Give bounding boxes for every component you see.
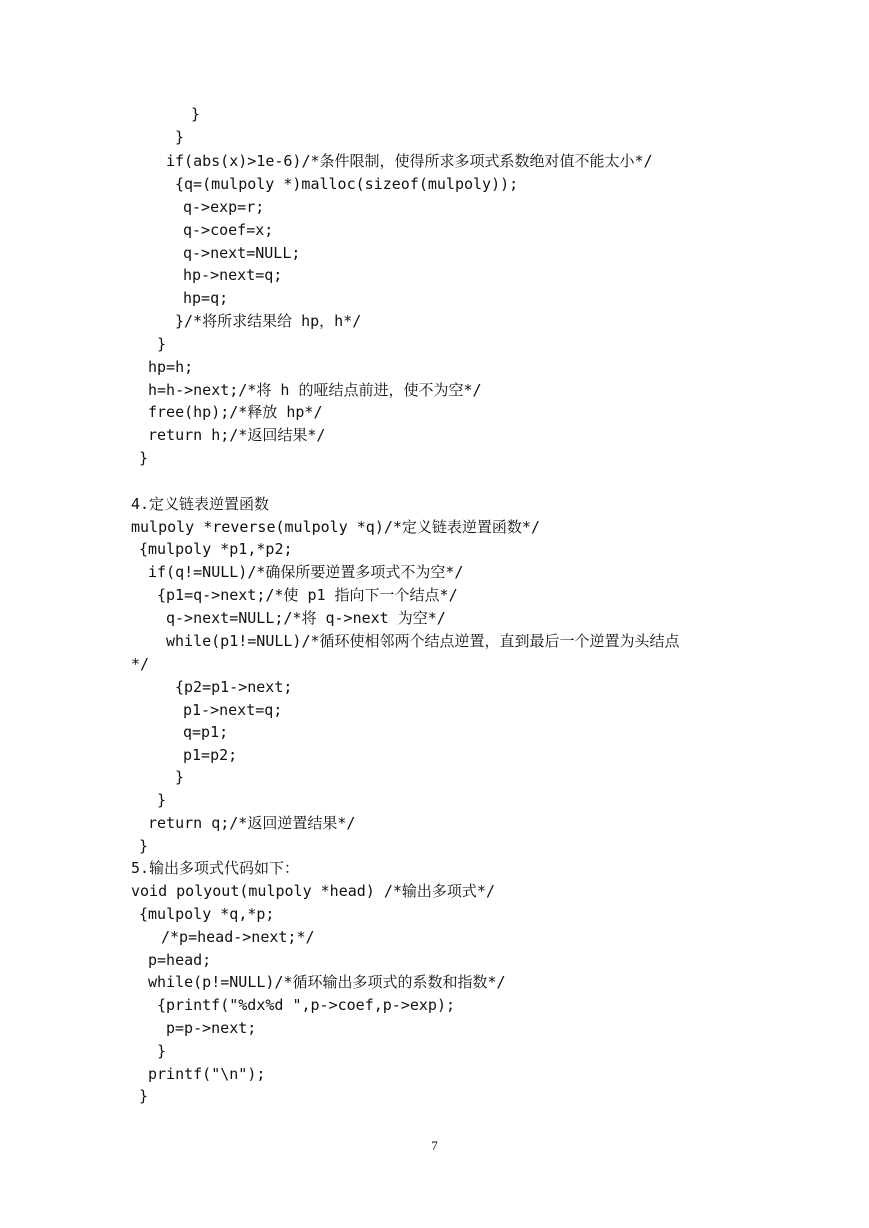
code-line: q->next=NULL; bbox=[183, 244, 301, 262]
code-line: }/*将所求结果给 hp，h*/ bbox=[175, 312, 362, 330]
code-line: q->coef=x; bbox=[183, 221, 274, 239]
code-line: } bbox=[175, 128, 185, 146]
code-line: q->next=NULL;/*将 q->next 为空*/ bbox=[166, 609, 446, 627]
code-line: */ bbox=[131, 655, 150, 673]
code-line: if(abs(x)>1e-6)/*条件限制，使得所求多项式系数绝对值不能太小*/ bbox=[166, 152, 653, 170]
code-line: } bbox=[191, 105, 201, 123]
code-line: /*p=head->next;*/ bbox=[161, 928, 315, 946]
code-line: } bbox=[175, 768, 185, 786]
code-line: p=p->next; bbox=[166, 1019, 257, 1037]
code-line: {p2=p1->next; bbox=[175, 678, 293, 696]
code-line: {mulpoly *q,*p; bbox=[139, 905, 275, 923]
code-line: if(q!=NULL)/*确保所要逆置多项式不为空*/ bbox=[148, 563, 464, 581]
code-line: p1=p2; bbox=[183, 746, 238, 764]
code-line: mulpoly *reverse(mulpoly *q)/*定义链表逆置函数*/ bbox=[131, 518, 540, 536]
code-line: q->exp=r; bbox=[183, 198, 265, 216]
code-line: printf("\n"); bbox=[148, 1065, 266, 1083]
section-heading: 5.输出多项式代码如下： bbox=[131, 859, 300, 877]
code-line: {q=(mulpoly *)malloc(sizeof(mulpoly)); bbox=[175, 175, 519, 193]
section-heading: 4.定义链表逆置函数 bbox=[131, 495, 270, 513]
code-line: hp=h; bbox=[148, 358, 194, 376]
code-line: } bbox=[139, 837, 149, 855]
code-line: p=head; bbox=[148, 951, 212, 969]
code-line: void polyout(mulpoly *head) /*输出多项式*/ bbox=[131, 882, 495, 900]
code-line: return h;/*返回结果*/ bbox=[148, 426, 326, 444]
code-line: return q;/*返回逆置结果*/ bbox=[148, 814, 356, 832]
code-line: } bbox=[157, 791, 167, 809]
code-line: hp->next=q; bbox=[183, 266, 283, 284]
code-line: while(p1!=NULL)/*循环使相邻两个结点逆置，直到最后一个逆置为头结点 bbox=[166, 632, 680, 650]
code-line: {p1=q->next;/*使 p1 指向下一个结点*/ bbox=[157, 586, 458, 604]
code-line: p1->next=q; bbox=[183, 701, 283, 719]
code-line: } bbox=[139, 449, 149, 467]
code-line: } bbox=[157, 335, 167, 353]
code-line: } bbox=[139, 1087, 149, 1105]
code-line: h=h->next;/*将 h 的哑结点前进，使不为空*/ bbox=[148, 381, 482, 399]
page-number: 7 bbox=[431, 1138, 438, 1153]
code-line: q=p1; bbox=[183, 723, 229, 741]
code-line: {printf("%dx%d ",p->coef,p->exp); bbox=[157, 996, 456, 1014]
code-line: while(p!=NULL)/*循环输出多项式的系数和指数*/ bbox=[148, 973, 506, 991]
code-line: {mulpoly *p1,*p2; bbox=[139, 540, 293, 558]
code-line: hp=q; bbox=[183, 289, 229, 307]
code-line: free(hp);/*释放 hp*/ bbox=[148, 403, 323, 421]
code-line: } bbox=[157, 1042, 167, 1060]
